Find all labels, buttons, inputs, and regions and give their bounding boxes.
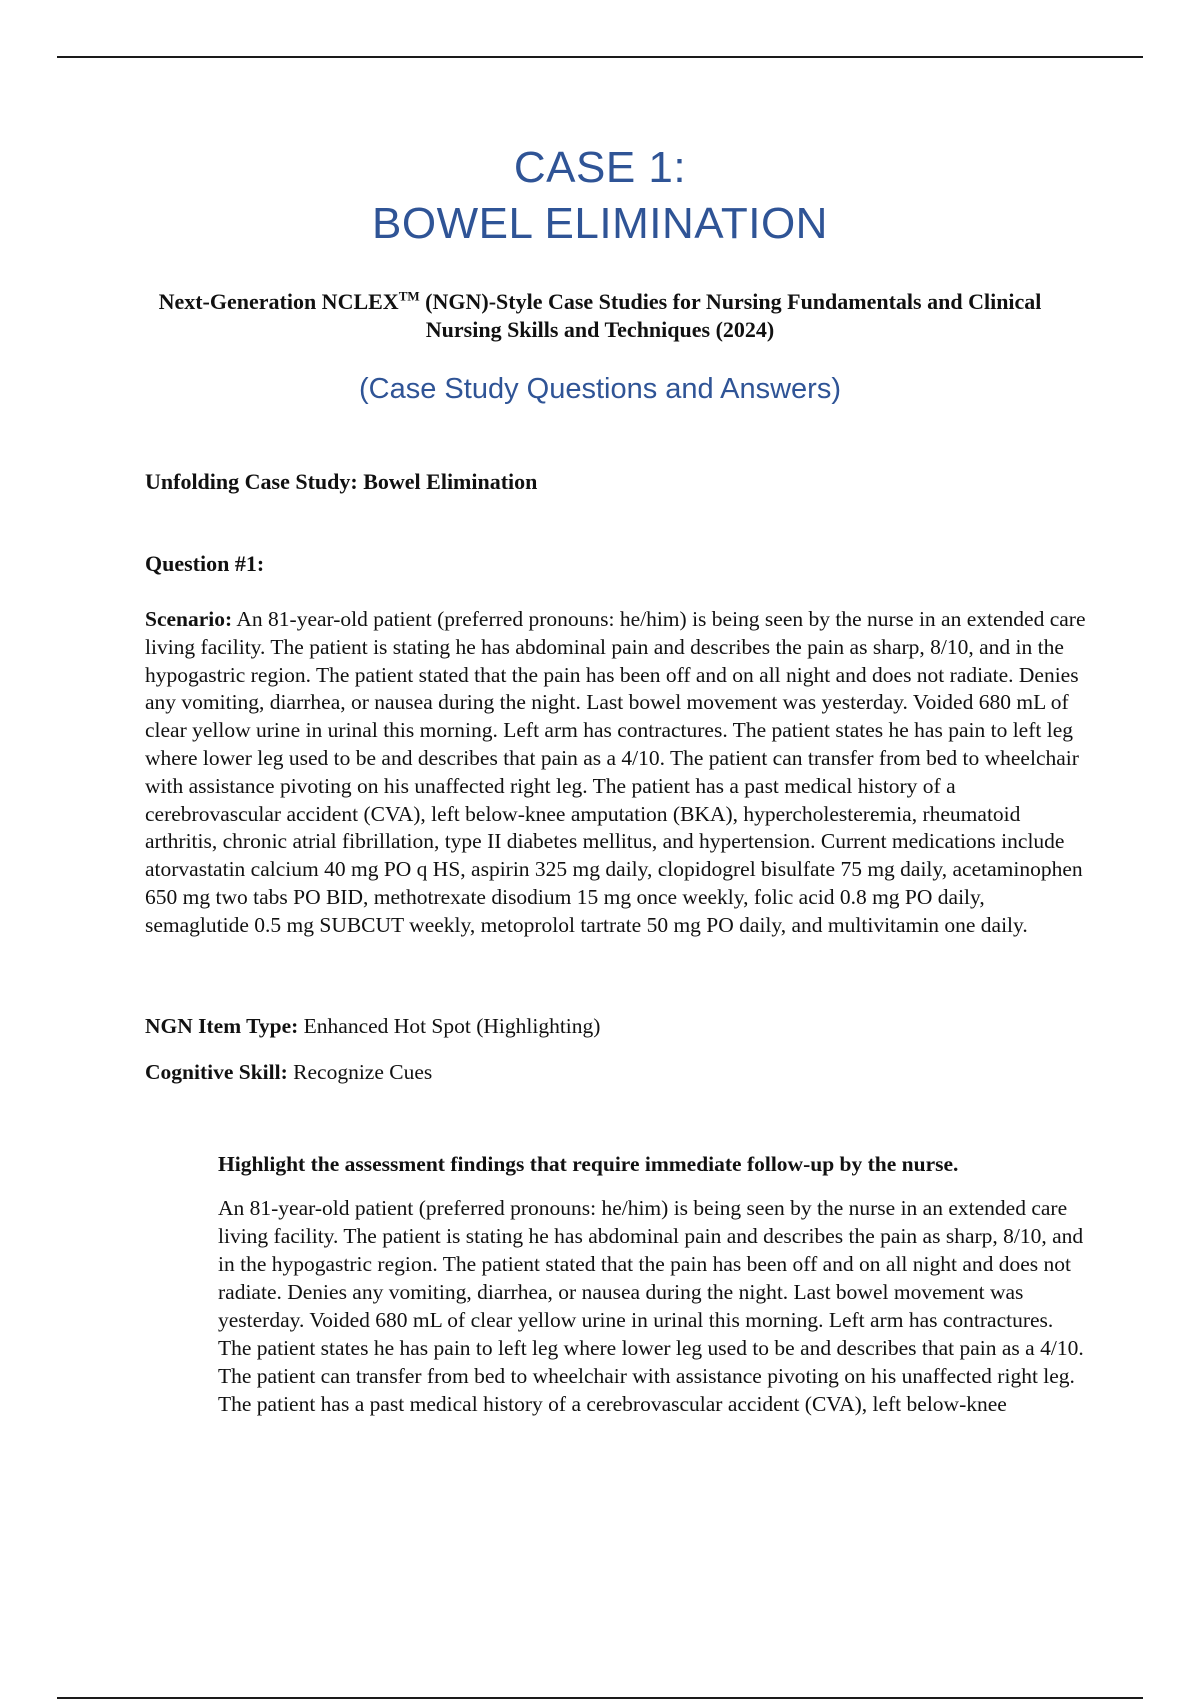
bottom-rule bbox=[57, 1697, 1143, 1699]
case-title bbox=[0, 140, 1200, 252]
scenario-paragraph bbox=[145, 606, 1090, 940]
question-prompt: Highlight the assessment findings that require immediate follow-up by the nurse. bbox=[218, 1152, 959, 1176]
item-type-line bbox=[145, 1012, 600, 1040]
question-label: Question #1: bbox=[145, 551, 265, 576]
scenario-label: Scenario: bbox=[145, 607, 233, 631]
case-title-line2: BOWEL ELIMINATION bbox=[372, 199, 828, 248]
item-type-label: NGN Item Type: bbox=[145, 1014, 299, 1038]
item-type-value: Enhanced Hot Spot (Highlighting) bbox=[298, 1014, 601, 1038]
cognitive-skill-label: Cognitive Skill: bbox=[145, 1060, 288, 1084]
trademark-mark: TM bbox=[398, 288, 420, 304]
top-rule bbox=[57, 56, 1143, 58]
cognitive-skill-value: Recognize Cues bbox=[287, 1060, 433, 1084]
document-tagline: (Case Study Questions and Answers) bbox=[359, 373, 841, 405]
cognitive-skill-line bbox=[145, 1058, 432, 1086]
document-subtitle bbox=[150, 288, 1050, 344]
subtitle-part1: Next-Generation NCLEX bbox=[158, 289, 399, 314]
case-title-line1: CASE 1: bbox=[513, 143, 687, 192]
section-heading: Unfolding Case Study: Bowel Elimination bbox=[145, 469, 538, 494]
subtitle-part2: (NGN)-Style Case Studies for Nursing Fundamentals and Clinical Nursing Skills and Techniques (2024) bbox=[419, 289, 1042, 342]
scenario-text: An 81-year-old patient (preferred pronouns: he/him) is being seen by the nurse in an extended care living facility. The patient is stating he has abdominal pain and describes the pain as sharp, 8/10, and in the hypogastric region. The patient stated that the pain has been off and on all night and does not radiate. Denies any vomiting, diarrhea, or nausea during the night. Last bowel movement was yesterday. Voided 680 mL of clear yellow urine in urinal this morning. Left arm has contractures. The patient states he has pain to left leg where lower leg used to be and describes that pain as a 4/10. The patient can transfer from bed to wheelchair with assistance pivoting on his unaffected right leg. The patient has a past medical history of a cerebrovascular accident (CVA), left below-knee amputation (BKA), hypercholesteremia, rheumatoid arthritis, chronic atrial fibrillation, type II diabetes mellitus, and hypertension. Current medications include atorvastatin calcium 40 mg PO q HS, aspirin 325 mg daily, clopidogrel bisulfate 75 mg daily, acetaminophen 650 mg two tabs PO BID, methotrexate disodium 15 mg once weekly, folic acid 0.8 mg PO daily, semaglutide 0.5 mg SUBCUT weekly, metoprolol tartrate 50 mg PO daily, and multivitamin one daily. bbox=[145, 607, 1086, 937]
highlight-passage: An 81-year-old patient (preferred pronouns: he/him) is being seen by the nurse in an extended care living facility. The patient is stating he has abdominal pain and describes the pain as sharp, 8/10, and in the hypogastric region. The patient stated that the pain has been off and on all night and does not radiate. Denies any vomiting, diarrhea, or nausea during the night. Last bowel movement was yesterday. Voided 680 mL of clear yellow urine in urinal this morning. Left arm has contractures. The patient states he has pain to left leg where lower leg used to be and describes that pain as a 4/10. The patient can transfer from bed to wheelchair with assistance pivoting on his unaffected right leg. The patient has a past medical history of a cerebrovascular accident (CVA), left below-knee bbox=[218, 1196, 1084, 1416]
